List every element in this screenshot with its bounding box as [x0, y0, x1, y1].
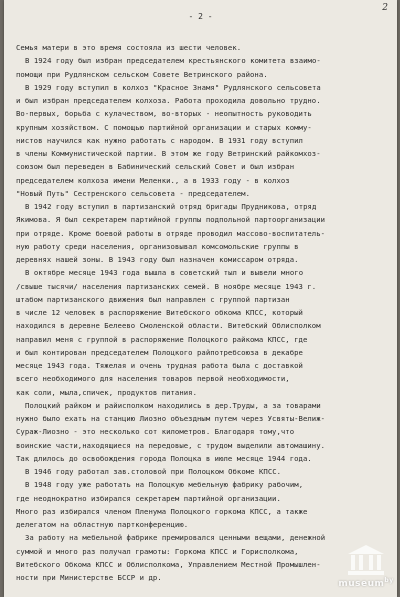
text-line: помощи при Рудлянском сельском Совете Ветринского района. — [16, 69, 268, 79]
text-line: В 1942 году вступил в партизанский отряд бригады Прудникова, отряд — [25, 202, 317, 211]
text-line: нистов научился как нужно работать с народом. В 1931 году вступил — [16, 135, 303, 145]
text-line: Во-первых, борьба с кулачеством, во-вторых - неопытность руководить — [16, 109, 312, 119]
text-line: Семья матери в это время состояла из шести человек. — [16, 43, 242, 52]
text-line: В 1946 году работал зав.столовой при Полоцком Обкоме КПСС. — [25, 467, 282, 476]
text-line: За работу на мебельной фабрике премировался ценными вещами, денежной — [25, 533, 326, 543]
text-line: союзом был переведен в Бабинический сельский Совет и был избран — [16, 162, 295, 172]
text-line: делегатом на областную партконференцию. — [16, 520, 189, 529]
text-line: всего необходимого для населения товаров первой необходимости, — [16, 374, 290, 384]
typed-text-body — [16, 41, 396, 584]
text-line: и был избран председателем колхоза. Работа проходила довольно трудно. — [16, 96, 321, 105]
text-line: и был контирован председателем Полоцкого райпотребсоюза в декабре — [16, 347, 303, 357]
text-line: воинские части,находящиеся на передовые, с трудом выделили автомашину. — [16, 440, 326, 450]
text-line: "Новый Путь" Сестренского сельсовета - председателем. — [16, 188, 250, 198]
text-line: Полоцкий райком и райисполком находились в дер.Труды, а за товарами — [25, 400, 321, 410]
text-line: председателем колхоза имени Меленки., а в 1933 году - в колхоз — [16, 175, 290, 185]
text-line: ную работу среди населения, организовывал комсомольские группы в — [16, 241, 299, 251]
text-line: в числе 12 человек в распоряжение Витебского обкома КПСС, который — [16, 308, 303, 317]
text-line: В октябре месяце 1943 года вышла в советский тыл и вывели много — [25, 268, 304, 278]
text-line: В 1948 году уже работать на Полоцкую мебельную фабрику рабочим, — [25, 480, 304, 490]
text-line: месяце 1943 года. Тяжелая и очень трудная работа была с доставкой — [16, 361, 303, 370]
text-line: Якимова. Я был секретарем партийной группы подпольной партоорганизации — [16, 215, 326, 225]
text-line: Сураж-Лиозно - это несколько сот километров. Благодаря тому,что — [16, 427, 295, 437]
text-line: при отряде. Кроме боевой работы в отряде проводил массово-воспитатель- — [16, 228, 326, 238]
museum-building-icon — [346, 543, 386, 577]
document-page — [4, 0, 397, 597]
text-line: где неоднократно избирался секретарем партийной организации. — [16, 493, 281, 503]
page-number: - 2 - — [188, 12, 213, 21]
text-line: Много раз избирался членом Пленума Полоцкого горкома КПСС, а также — [16, 506, 308, 516]
museum-watermark — [337, 543, 395, 589]
text-line: В 1924 году был избран председателем крестьянского комитета взаимо- — [25, 56, 321, 66]
corner-handwritten-mark: 2 — [382, 3, 388, 13]
text-line: направил меня с группой в распоряжение Полоцкого райкома КПСС, где — [16, 334, 308, 344]
text-line: крупным хозяйством. С помощью партийной организации и старых комму- — [16, 122, 312, 132]
text-line: Так длилось до освобождения города Полоцка в июле месяце 1944 года. — [16, 453, 312, 463]
watermark-label: museum$^{by}$ — [338, 577, 394, 589]
text-line: ности при Министерстве БССР и др. — [16, 573, 162, 582]
text-line: Витебского Обкома КПСС и Облисполкома, Управлением Местной Промышлен- — [16, 559, 321, 569]
text-line: штабом партизанского движения был направлен с группой партизан — [16, 294, 290, 304]
text-line: деревнях нашей зоны. В 1943 году был назначен комиссаром отряда. — [16, 255, 299, 264]
text-line: суммой и много раз получал грамоты: Горкома КПСС и Горисполкома, — [16, 546, 299, 556]
text-line: находился в деревне Белеево Смоленской области. Витебский Облисполком — [16, 321, 321, 331]
text-line: в члены Коммунистической партии. В этом же году Ветринский райкомхоз- — [16, 149, 321, 158]
text-line: В 1929 году вступил в колхоз "Красное Знамя" Рудлянского сельсовета — [25, 82, 321, 92]
text-line: /свыше тысячи/ населения партизанских семей. В ноябре месяце 1943 г. — [16, 281, 317, 291]
text-line: нужно было ехать на станцию Лиозно объездным путем через Усвяты-Велиж- — [16, 414, 326, 423]
text-line: как соли, мыла,спичек, продуктов питания. — [16, 387, 198, 397]
